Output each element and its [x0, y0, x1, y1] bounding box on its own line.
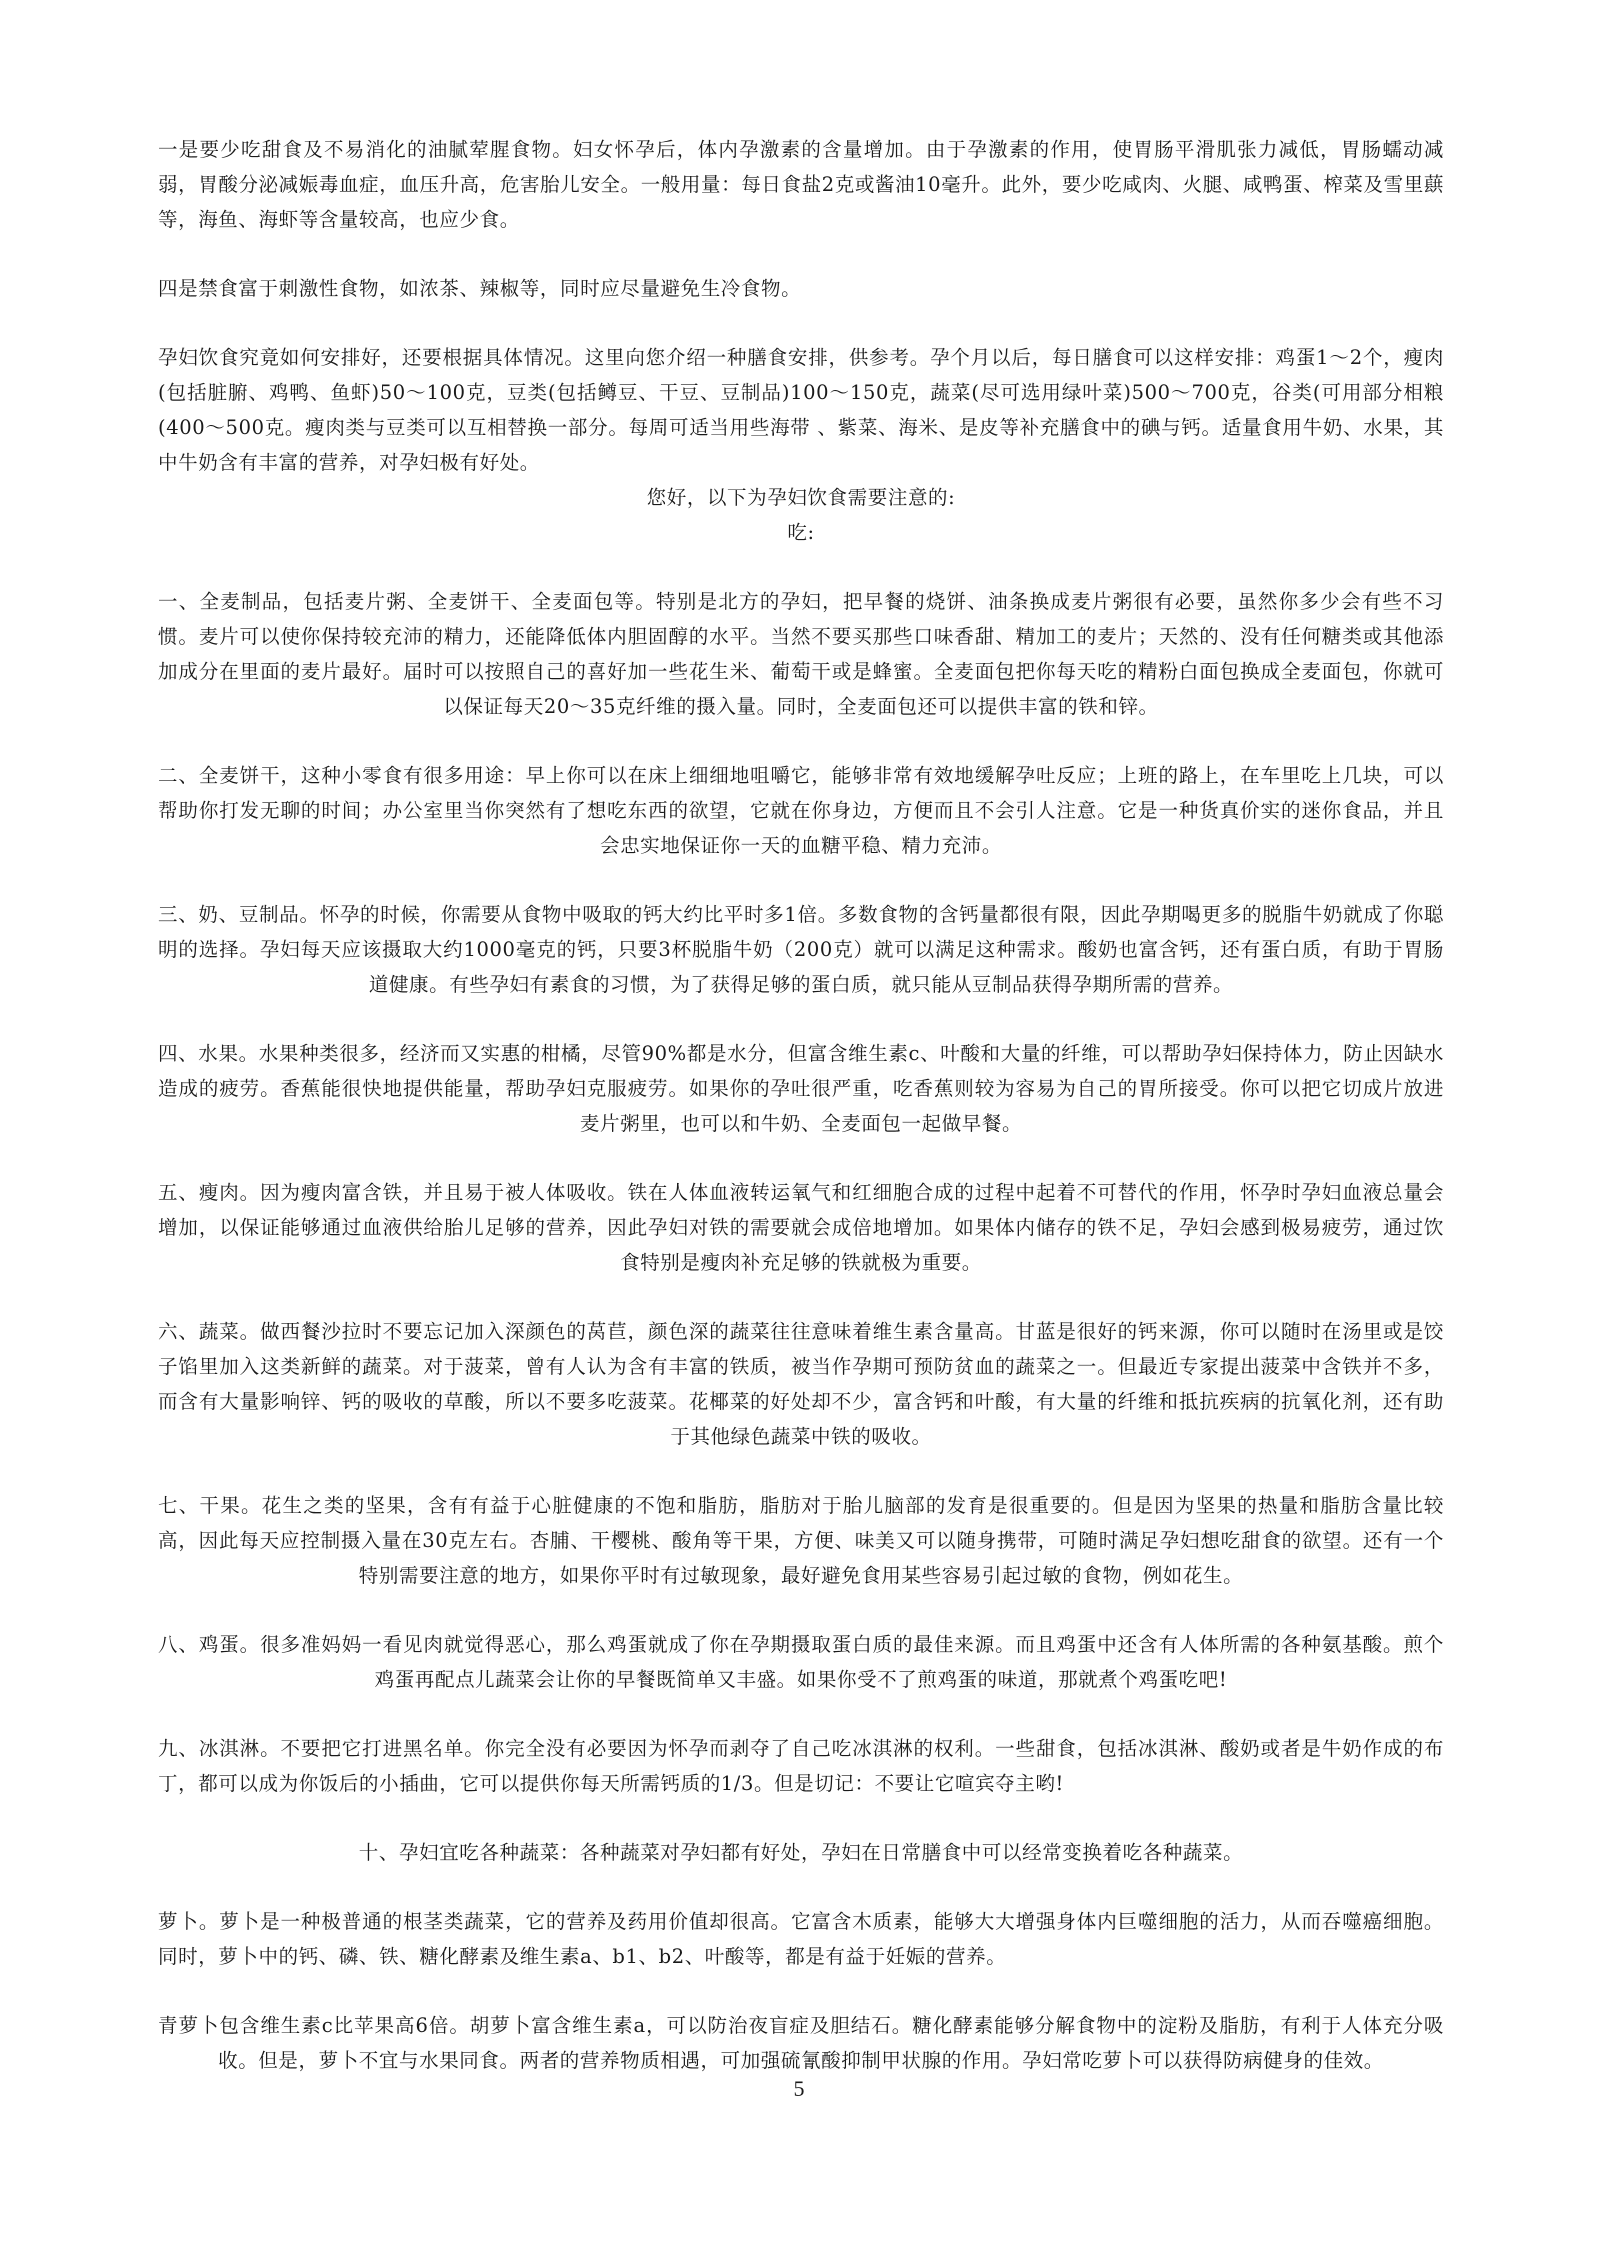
- paragraph-fruit: 四、水果。水果种类很多，经济而又实惠的柑橘，尽管90%都是水分，但富含维生素c、叶酸和大量的纤维，可以帮助孕妇保持体力，防止因缺水造成的疲劳。香蕉能很快地提供能量，帮助孕妇克服疲劳。如果你的孕吐很严重，吃香蕉则较为容易为自己的胃所接受。你可以把它切成片放进麦片粥里，也可以和牛奶、全麦面包一起做早餐。: [158, 1042, 1444, 1135]
- paragraph-avoid-spicy: 四是禁食富于刺激性食物，如浓茶、辣椒等，同时应尽量避免生冷食物。: [158, 277, 802, 300]
- paragraph-intro-heading: 您好，以下为孕妇饮食需要注意的:: [646, 486, 956, 509]
- paragraph-green-radish: 青萝卜包含维生素c比苹果高6倍。胡萝卜富含维生素a，可以防治夜盲症及胆结石。糖化酵素能够分解食物中的淀粉及脂肪，有利于人体充分吸收。但是，萝卜不宜与水果同食。两者的营养物质相遇，可加强硫氰酸抑制甲状腺的作用。孕妇常吃萝卜可以获得防病健身的佳效。: [158, 2014, 1444, 2072]
- paragraph-various-vegetables: 十、孕妇宜吃各种蔬菜：各种蔬菜对孕妇都有好处，孕妇在日常膳食中可以经常变换着吃各种蔬菜。: [358, 1841, 1244, 1864]
- section-heading-eat: 吃:: [787, 521, 815, 544]
- paragraph-dairy: 三、奶、豆制品。怀孕的时候，你需要从食物中吸取的钙大约比平时多1倍。多数食物的含钙量都很有限，因此孕期喝更多的脱脂牛奶就成了你聪明的选择。孕妇每天应该摄取大约1000毫克的钙，只要3杯脱脂牛奶（200克）就可以满足这种需求。酸奶也富含钙，还有蛋白质，有助于胃肠道健康。有些孕妇有素食的习惯，为了获得足够的蛋白质，就只能从豆制品获得孕期所需的营养。: [158, 903, 1444, 996]
- paragraph-meal-plan: 孕妇饮食究竟如何安排好，还要根据具体情况。这里向您介绍一种膳食安排，供参考。孕个月以后，每日膳食可以这样安排：鸡蛋1～2个，瘦肉(包括脏腑、鸡鸭、鱼虾)50～100克，豆类(包括鳟豆、干豆、豆制品)100～150克，蔬菜(尽可选用绿叶菜)500～700克，谷类(可用部分相粮(400～500克。瘦肉类与豆类可以互相替换一部分。每周可适当用些海带 、紫菜、海米、是皮等补充膳食中的碘与钙。适量食用牛奶、水果，其中牛奶含有丰富的营养，对孕妇极有好处。: [158, 346, 1444, 474]
- paragraph-crackers: 二、全麦饼干，这种小零食有很多用途：早上你可以在床上细细地咀嚼它，能够非常有效地缓解孕吐反应；上班的路上，在车里吃上几块，可以帮助你打发无聊的时间；办公室里当你突然有了想吃东西的欲望，它就在你身边，方便而且不会引人注意。它是一种货真价实的迷你食品，并且会忠实地保证你一天的血糖平稳、精力充沛。: [158, 764, 1444, 857]
- paragraph-ice-cream: 九、冰淇淋。不要把它打进黑名单。你完全没有必要因为怀孕而剥夺了自己吃冰淇淋的权利。一些甜食，包括冰淇淋、酸奶或者是牛奶作成的布丁，都可以成为你饭后的小插曲，它可以提供你每天所需钙质的1/3。但是切记：不要让它喧宾夺主哟!: [158, 1737, 1444, 1795]
- paragraph-lean-meat: 五、瘦肉。因为瘦肉富含铁，并且易于被人体吸收。铁在人体血液转运氧气和红细胞合成的过程中起着不可替代的作用，怀孕时孕妇血液总量会增加，以保证能够通过血液供给胎儿足够的营养，因此孕妇对铁的需要就会成倍地增加。如果体内储存的铁不足，孕妇会感到极易疲劳，通过饮食特别是瘦肉补充足够的铁就极为重要。: [158, 1181, 1444, 1274]
- paragraph-nuts: 七、干果。花生之类的坚果，含有有益于心脏健康的不饱和脂肪，脂肪对于胎儿脑部的发育是很重要的。但是因为坚果的热量和脂肪含量比较高，因此每天应控制摄入量在30克左右。杏脯、干樱桃、酸角等干果，方便、味美又可以随身携带，可随时满足孕妇想吃甜食的欲望。还有一个特别需要注意的地方，如果你平时有过敏现象，最好避免食用某些容易引起过敏的食物，例如花生。: [158, 1494, 1444, 1587]
- document-body: [158, 132, 1444, 2078]
- paragraph-whole-wheat: 一、全麦制品，包括麦片粥、全麦饼干、全麦面包等。特别是北方的孕妇，把早餐的烧饼、油条换成麦片粥很有必要，虽然你多少会有些不习惯。麦片可以使你保持较充沛的精力，还能降低体内胆固醇的水平。当然不要买那些口味香甜、精加工的麦片；天然的、没有任何糖类或其他添加成分在里面的麦片最好。届时可以按照自己的喜好加一些花生米、葡萄干或是蜂蜜。全麦面包把你每天吃的精粉白面包换成全麦面包，你就可以保证每天20～35克纤维的摄入量。同时，全麦面包还可以提供丰富的铁和锌。: [158, 590, 1444, 718]
- paragraph-vegetables: 六、蔬菜。做西餐沙拉时不要忘记加入深颜色的莴苣，颜色深的蔬菜往往意味着维生素含量高。甘蓝是很好的钙来源，你可以随时在汤里或是饺子馅里加入这类新鲜的蔬菜。对于菠菜，曾有人认为含有丰富的铁质，被当作孕期可预防贫血的蔬菜之一。但最近专家提出菠菜中含铁并不多，而含有大量影响锌、钙的吸收的草酸，所以不要多吃菠菜。花椰菜的好处却不少，富含钙和叶酸，有大量的纤维和抵抗疾病的抗氧化剂，还有助于其他绿色蔬菜中铁的吸收。: [158, 1320, 1444, 1448]
- paragraph-eggs: 八、鸡蛋。很多准妈妈一看见肉就觉得恶心，那么鸡蛋就成了你在孕期摄取蛋白质的最佳来源。而且鸡蛋中还含有人体所需的各种氨基酸。煎个鸡蛋再配点儿蔬菜会让你的早餐既简单又丰盛。如果你受不了煎鸡蛋的味道，那就煮个鸡蛋吃吧!: [158, 1633, 1444, 1691]
- paragraph-radish: 萝卜。萝卜是一种极普通的根茎类蔬菜，它的营养及药用价值却很高。它富含木质素，能够大大增强身体内巨噬细胞的活力，从而吞噬癌细胞。同时，萝卜中的钙、磷、铁、糖化酵素及维生素a、b1、b2、叶酸等，都是有益于妊娠的营养。: [158, 1910, 1444, 1968]
- page-number: 5: [793, 2076, 805, 2101]
- paragraph-reduce-sweets: 一是要少吃甜食及不易消化的油腻荤腥食物。妇女怀孕后，体内孕激素的含量增加。由于孕激素的作用，使胃肠平滑肌张力减低，胃肠蠕动减弱，胃酸分泌减娠毒血症，血压升高，危害胎儿安全。一般用量：每日食盐2克或酱油10毫升。此外，要少吃咸肉、火腿、咸鸭蛋、榨菜及雪里蕻等，海鱼、海虾等含量较高，也应少食。: [158, 138, 1444, 231]
